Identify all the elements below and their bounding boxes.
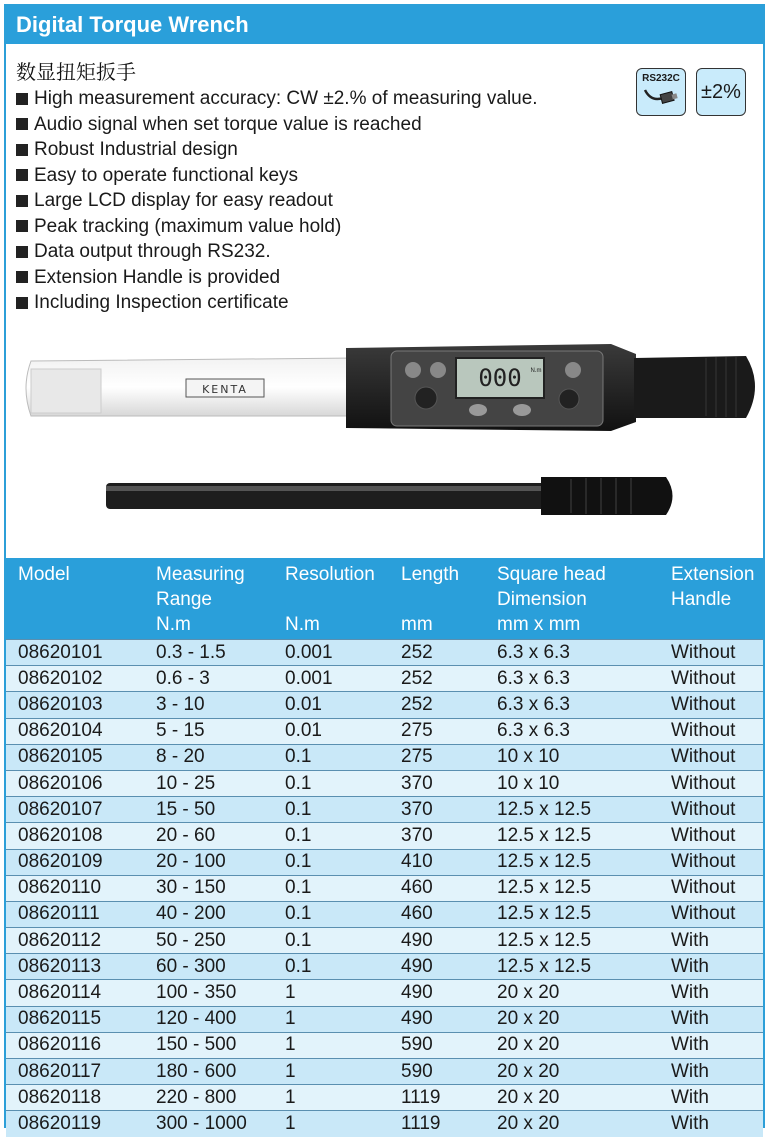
bullet-square-icon xyxy=(16,195,28,207)
table-cell: 08620107 xyxy=(6,797,144,823)
page-title: Digital Torque Wrench xyxy=(6,6,763,44)
table-cell: 08620115 xyxy=(6,1006,144,1032)
feature-item xyxy=(16,290,538,316)
feature-text: Including Inspection certificate xyxy=(34,292,289,313)
bullet-square-icon xyxy=(16,144,28,156)
table-row xyxy=(6,1032,763,1058)
table-cell: 8 - 20 xyxy=(144,744,273,770)
table-row xyxy=(6,1111,763,1137)
table-cell: 1 xyxy=(273,1006,389,1032)
feature-item xyxy=(16,265,538,291)
table-row xyxy=(6,823,763,849)
table-cell: 20 x 20 xyxy=(485,980,659,1006)
table-cell: 1 xyxy=(273,1085,389,1111)
table-cell: 590 xyxy=(389,1032,485,1058)
table-cell: 10 x 10 xyxy=(485,744,659,770)
bullet-square-icon xyxy=(16,271,28,283)
table-cell: 180 - 600 xyxy=(144,1059,273,1085)
table-cell: 50 - 250 xyxy=(144,928,273,954)
table-cell: With xyxy=(659,980,763,1006)
table-cell: 08620101 xyxy=(6,640,144,666)
table-cell: With xyxy=(659,1111,763,1137)
table-cell: 08620112 xyxy=(6,928,144,954)
table-cell: 252 xyxy=(389,666,485,692)
bullet-square-icon xyxy=(16,118,28,130)
table-cell: Without xyxy=(659,692,763,718)
table-cell: 30 - 150 xyxy=(144,875,273,901)
brand-logo: KENTA xyxy=(202,383,248,396)
table-cell: 0.01 xyxy=(273,718,389,744)
table-cell: 08620111 xyxy=(6,901,144,927)
feature-text: Extension Handle is provided xyxy=(34,266,281,288)
table-cell: 08620108 xyxy=(6,823,144,849)
table-cell: 3 - 10 xyxy=(144,692,273,718)
table-cell: 20 x 20 xyxy=(485,1059,659,1085)
column-header xyxy=(144,558,273,640)
table-cell: 6.3 x 6.3 xyxy=(485,640,659,666)
feature-text: Large LCD display for easy readout xyxy=(34,190,333,211)
column-header-line2 xyxy=(285,587,389,612)
table-cell: With xyxy=(659,928,763,954)
table-row xyxy=(6,954,763,980)
table-cell: 12.5 x 12.5 xyxy=(485,928,659,954)
bullet-square-icon xyxy=(16,169,28,181)
column-header-line2 xyxy=(401,587,485,612)
table-cell: 10 - 25 xyxy=(144,770,273,796)
column-header-line1: Model xyxy=(18,564,70,585)
lcd-value: 000 xyxy=(478,364,522,392)
table-row xyxy=(6,770,763,796)
lcd-unit: N.m xyxy=(530,368,542,374)
feature-list xyxy=(16,86,538,316)
table-row xyxy=(6,1059,763,1085)
table-cell: 08620103 xyxy=(6,692,144,718)
table-cell: With xyxy=(659,1059,763,1085)
table-cell: 120 - 400 xyxy=(144,1006,273,1032)
table-row xyxy=(6,666,763,692)
spec-table xyxy=(6,558,763,1137)
table-cell: 0.1 xyxy=(273,797,389,823)
feature-text: Audio signal when set torque value is reached xyxy=(34,113,422,135)
table-cell: 08620102 xyxy=(6,666,144,692)
table-cell: 460 xyxy=(389,875,485,901)
table-cell: 08620118 xyxy=(6,1085,144,1111)
table-cell: 1 xyxy=(273,980,389,1006)
feature-text: Robust Industrial design xyxy=(34,139,238,160)
column-header xyxy=(273,558,389,640)
table-cell: Without xyxy=(659,901,763,927)
table-cell: 12.5 x 12.5 xyxy=(485,849,659,875)
table-cell: 275 xyxy=(389,718,485,744)
feature-text: Peak tracking (maximum value hold) xyxy=(34,215,342,237)
table-cell: 1 xyxy=(273,1111,389,1137)
table-cell: 6.3 x 6.3 xyxy=(485,692,659,718)
bullet-square-icon xyxy=(16,246,28,258)
table-cell: 490 xyxy=(389,928,485,954)
table-cell: 0.1 xyxy=(273,744,389,770)
table-cell: Without xyxy=(659,823,763,849)
table-cell: 08620105 xyxy=(6,744,144,770)
accuracy-badge: ±2% xyxy=(696,68,746,116)
torque-wrench-image xyxy=(16,336,766,436)
feature-text: Data output through RS232. xyxy=(34,241,271,262)
table-row xyxy=(6,718,763,744)
table-cell: 08620109 xyxy=(6,849,144,875)
table-cell: 220 - 800 xyxy=(144,1085,273,1111)
table-cell: 08620106 xyxy=(6,770,144,796)
table-row xyxy=(6,1085,763,1111)
table-cell: 60 - 300 xyxy=(144,954,273,980)
table-cell: 490 xyxy=(389,980,485,1006)
table-cell: 275 xyxy=(389,744,485,770)
column-header-line1: Measuring xyxy=(156,564,245,585)
bullet-square-icon xyxy=(16,93,28,105)
table-cell: 0.1 xyxy=(273,954,389,980)
table-cell: 370 xyxy=(389,823,485,849)
column-header-line2 xyxy=(18,587,144,612)
table-cell: With xyxy=(659,1006,763,1032)
table-cell: 300 - 1000 xyxy=(144,1111,273,1137)
table-row xyxy=(6,849,763,875)
table-cell: 20 - 60 xyxy=(144,823,273,849)
table-cell: 490 xyxy=(389,954,485,980)
table-cell: 0.1 xyxy=(273,928,389,954)
column-header-unit xyxy=(18,612,144,637)
table-cell: 0.001 xyxy=(273,666,389,692)
table-cell: 0.1 xyxy=(273,823,389,849)
table-row xyxy=(6,692,763,718)
table-cell: Without xyxy=(659,640,763,666)
table-cell: Without xyxy=(659,770,763,796)
column-header-line1: Resolution xyxy=(285,564,375,585)
feature-item xyxy=(16,239,538,265)
product-sheet xyxy=(4,4,765,1134)
table-cell: 460 xyxy=(389,901,485,927)
table-cell: 1119 xyxy=(389,1111,485,1137)
table-cell: 5 - 15 xyxy=(144,718,273,744)
table-cell: 20 x 20 xyxy=(485,1111,659,1137)
table-cell: 0.001 xyxy=(273,640,389,666)
feature-item xyxy=(16,137,538,163)
table-cell: 08620113 xyxy=(6,954,144,980)
column-header-line2: Handle xyxy=(671,589,732,610)
table-cell: 12.5 x 12.5 xyxy=(485,901,659,927)
column-header-unit xyxy=(671,612,763,637)
table-cell: Without xyxy=(659,718,763,744)
table-cell: 370 xyxy=(389,797,485,823)
table-cell: 12.5 x 12.5 xyxy=(485,823,659,849)
column-header-line2: Range xyxy=(156,589,212,610)
table-row xyxy=(6,901,763,927)
table-row xyxy=(6,744,763,770)
table-row xyxy=(6,928,763,954)
chinese-title: 数显扭矩扳手 xyxy=(16,60,136,84)
table-cell: 1 xyxy=(273,1032,389,1058)
table-cell: 12.5 x 12.5 xyxy=(485,954,659,980)
feature-text: Easy to operate functional keys xyxy=(34,164,299,186)
table-cell: 6.3 x 6.3 xyxy=(485,718,659,744)
table-cell: 08620114 xyxy=(6,980,144,1006)
table-cell: 0.6 - 3 xyxy=(144,666,273,692)
table-cell: 370 xyxy=(389,770,485,796)
column-header-unit: mm xyxy=(401,614,433,635)
table-cell: 490 xyxy=(389,1006,485,1032)
table-cell: With xyxy=(659,1085,763,1111)
feature-item xyxy=(16,214,538,240)
cable-icon xyxy=(641,84,681,108)
table-cell: 590 xyxy=(389,1059,485,1085)
table-cell: 12.5 x 12.5 xyxy=(485,875,659,901)
column-header xyxy=(659,558,763,640)
table-cell: 0.1 xyxy=(273,849,389,875)
table-cell: 0.3 - 1.5 xyxy=(144,640,273,666)
table-cell: 252 xyxy=(389,692,485,718)
table-row xyxy=(6,1006,763,1032)
table-header-row xyxy=(6,558,763,640)
table-cell: 150 - 500 xyxy=(144,1032,273,1058)
table-row xyxy=(6,797,763,823)
feature-text: High measurement accuracy: CW ±2.% of measuring value. xyxy=(34,88,538,109)
table-cell: With xyxy=(659,1032,763,1058)
bullet-square-icon xyxy=(16,220,28,232)
table-cell: 410 xyxy=(389,849,485,875)
table-cell: Without xyxy=(659,849,763,875)
table-cell: 40 - 200 xyxy=(144,901,273,927)
table-cell: 08620117 xyxy=(6,1059,144,1085)
feature-item xyxy=(16,112,538,138)
table-cell: 08620119 xyxy=(6,1111,144,1137)
column-header-unit: N.m xyxy=(156,614,191,635)
table-cell: 08620110 xyxy=(6,875,144,901)
table-cell: 0.1 xyxy=(273,875,389,901)
table-cell: 20 x 20 xyxy=(485,1032,659,1058)
table-cell: 12.5 x 12.5 xyxy=(485,797,659,823)
column-header-unit: mm x mm xyxy=(497,614,581,635)
table-cell: Without xyxy=(659,744,763,770)
bullet-square-icon xyxy=(16,297,28,309)
table-cell: With xyxy=(659,954,763,980)
column-header xyxy=(389,558,485,640)
table-cell: 08620104 xyxy=(6,718,144,744)
column-header-line1: Length xyxy=(401,564,460,585)
table-row xyxy=(6,980,763,1006)
table-cell: Without xyxy=(659,797,763,823)
table-cell: 252 xyxy=(389,640,485,666)
table-cell: 1119 xyxy=(389,1085,485,1111)
table-cell: 1 xyxy=(273,1059,389,1085)
rs232-badge xyxy=(636,68,686,116)
column-header-line1: Extension xyxy=(671,564,755,585)
table-cell: 6.3 x 6.3 xyxy=(485,666,659,692)
column-header xyxy=(485,558,659,640)
table-cell: 20 x 20 xyxy=(485,1006,659,1032)
table-row xyxy=(6,875,763,901)
table-cell: 08620116 xyxy=(6,1032,144,1058)
table-row xyxy=(6,640,763,666)
rs232-label: RS232C xyxy=(642,73,680,84)
table-cell: 15 - 50 xyxy=(144,797,273,823)
extension-handle-image xyxy=(101,471,681,521)
table-cell: Without xyxy=(659,666,763,692)
table-cell: 0.01 xyxy=(273,692,389,718)
column-header-line1: Square head xyxy=(497,564,606,585)
table-cell: 10 x 10 xyxy=(485,770,659,796)
feature-item xyxy=(16,188,538,214)
table-cell: 0.1 xyxy=(273,901,389,927)
column-header-unit: N.m xyxy=(285,614,320,635)
table-cell: 0.1 xyxy=(273,770,389,796)
table-body xyxy=(6,640,763,1137)
feature-item xyxy=(16,163,538,189)
column-header xyxy=(6,558,144,640)
feature-item xyxy=(16,86,538,112)
column-header-line2: Dimension xyxy=(497,589,587,610)
table-cell: 100 - 350 xyxy=(144,980,273,1006)
table-cell: Without xyxy=(659,875,763,901)
table-cell: 20 - 100 xyxy=(144,849,273,875)
table-cell: 20 x 20 xyxy=(485,1085,659,1111)
